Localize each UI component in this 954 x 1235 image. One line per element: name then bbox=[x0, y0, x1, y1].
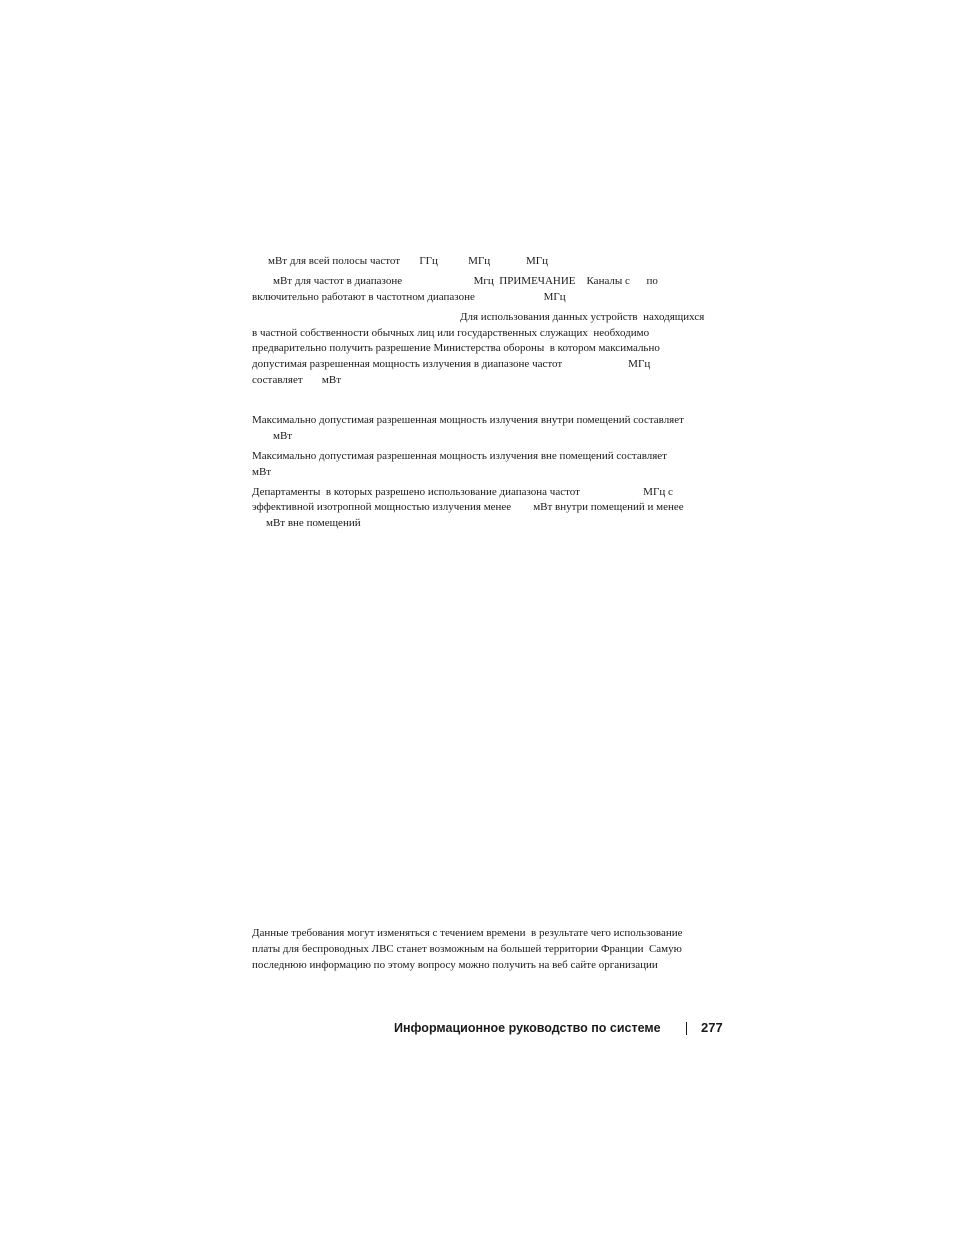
departments-line2: эффективной изотропной мощностью излучения менее мВт внутри помещений и менее bbox=[252, 501, 684, 513]
departments-line1: Департаменты в которых разрешено использование диапазона частот МГц с bbox=[252, 486, 673, 498]
block2-line4: допустимая разрешенная мощность излучения в диапазоне частот МГц bbox=[252, 358, 651, 370]
indoor-line1: Максимально допустимая разрешенная мощность излучения внутри помещений составляет bbox=[252, 414, 684, 426]
block1-line3: включительно работают в частотном диапазоне МГц bbox=[252, 291, 566, 303]
block2-line2: в частной собственности обычных лиц или государственных служащих необходимо bbox=[252, 327, 650, 339]
block2-line3: предварительно получить разрешение Министерства обороны в котором максимально bbox=[252, 342, 660, 354]
block2-line5: составляет мВт bbox=[252, 374, 342, 386]
page-number: 277 bbox=[701, 1020, 723, 1035]
outdoor-line1: Максимально допустимая разрешенная мощность излучения вне помещений составляет bbox=[252, 450, 667, 462]
block1-line1: мВт для всей полосы частот ГГц МГц МГц bbox=[268, 255, 548, 267]
block2-line1: Для использования данных устройств находящихся bbox=[460, 311, 705, 323]
indoor-line2: мВт bbox=[273, 430, 293, 442]
block1-line2: мВт для частот в диапазоне Мгц ПРИМЕЧАНИЕ Каналы с по bbox=[273, 275, 658, 287]
requirements-line2: платы для беспроводных ЛВС станет возможным на большей территории Франции Самую bbox=[252, 943, 682, 955]
footer-separator bbox=[686, 1022, 687, 1035]
departments-line3: мВт вне помещений bbox=[266, 517, 361, 529]
requirements-line1: Данные требования могут изменяться с течением времени в результате чего использование bbox=[252, 927, 683, 939]
footer-title: Информационное руководство по системе bbox=[394, 1021, 661, 1035]
outdoor-line2: мВт bbox=[252, 466, 272, 478]
requirements-line3: последнюю информацию по этому вопросу можно получить на веб сайте организации bbox=[252, 959, 658, 971]
